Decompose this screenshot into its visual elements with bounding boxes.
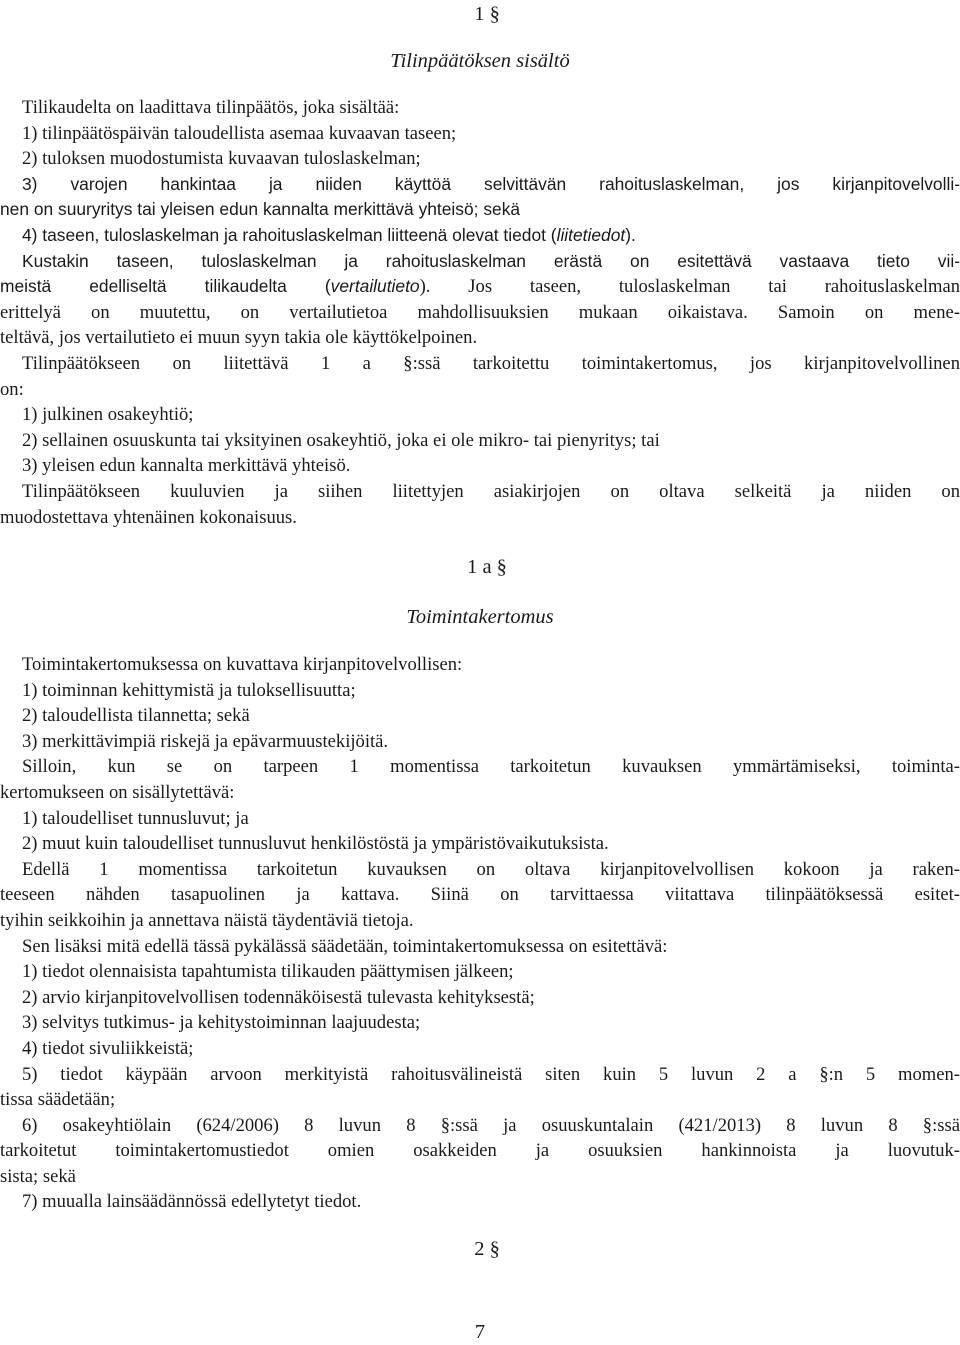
- list-item-continuation: sista; sekä: [0, 1165, 76, 1187]
- paragraph-line: Sen lisäksi mitä edellä tässä pykälässä säädetään, toimintakertomuksessa on esitettävä:: [22, 935, 668, 957]
- list-item-continuation: tissa säädetään;: [0, 1089, 116, 1111]
- list-item: 3) varojen hankintaa ja niiden käyttöä selvittävän rahoituslaskelman, jos kirjanpitovelvolli-: [22, 173, 960, 194]
- list-item: 7) muualla lainsäädännössä edellytetyt tiedot.: [22, 1191, 362, 1213]
- line-text: 4) taseen, tuloslaskelman ja rahoituslaskelman liitteenä olevat tiedot (: [22, 224, 557, 245]
- list-item: 3) merkittävimpiä riskejä ja epävarmuustekijöitä.: [22, 730, 389, 752]
- paragraph-line: muodostettava yhtenäinen kokonaisuus.: [0, 506, 297, 528]
- list-item: 2) taloudellista tilannetta; sekä: [22, 705, 250, 727]
- list-item: 2) muut kuin taloudelliset tunnusluvut henkilöstöstä ja ympäristövaikutuksista.: [22, 833, 609, 855]
- section-title: Toimintakertomus: [406, 606, 554, 628]
- paragraph-line: [0, 274, 960, 300]
- section-number: 1 §: [474, 3, 500, 25]
- paragraph-line: Tilikaudelta on laadittava tilinpäätös, joka sisältää:: [22, 97, 400, 118]
- list-item: 5) tiedot käypään arvoon merkityistä rahoitusvälineistä siten kuin 5 luvun 2 a §:n 5 momen-: [22, 1063, 960, 1085]
- list-item: 1) toiminnan kehittymistä ja tuloksellisuutta;: [22, 679, 356, 701]
- line-text: ).: [625, 224, 636, 245]
- defined-term: liitetiedot: [556, 224, 626, 245]
- paragraph-line: Tilinpäätökseen kuuluvien ja siihen liitettyjen asiakirjojen on oltava selkeitä ja niiden on: [22, 480, 960, 502]
- list-item: 4) tiedot sivuliikkeistä;: [22, 1037, 194, 1059]
- paragraph-line: Toimintakertomuksessa on kuvattava kirjanpitovelvollisen:: [22, 654, 463, 675]
- section-number: 1 a §: [467, 556, 507, 578]
- defined-term: vertailutieto: [330, 276, 420, 297]
- section-number: 2 §: [474, 1238, 500, 1260]
- list-item: 1) taloudelliset tunnusluvut; ja: [22, 807, 249, 829]
- paragraph-line: on:: [0, 378, 24, 400]
- list-item: 2) arvio kirjanpitovelvollisen todennäköisestä tulevasta kehityksestä;: [22, 986, 535, 1008]
- paragraph-line: teeseen nähden tasapuolinen ja kattava. Siinä on tarvittaessa viitattava tilinpäätöksessä esitet-: [0, 884, 960, 906]
- list-item: 3) selvitys tutkimus- ja kehitystoiminnan laajuudesta;: [22, 1012, 421, 1034]
- paragraph-line: Tilinpäätökseen on liitettävä 1 a §:ssä tarkoitettu toimintakertomus, jos kirjanpitovelvollinen: [22, 352, 960, 374]
- list-item: 2) sellainen osuuskunta tai yksityinen osakeyhtiö, joka ei ole mikro- tai pienyritys; tai: [22, 429, 660, 451]
- paragraph-line: kertomukseen on sisällytettävä:: [0, 781, 235, 803]
- paragraph-line: teltävä, jos vertailutieto ei muun syyn takia ole käyttökelpoinen.: [0, 327, 478, 349]
- section-body: [0, 652, 960, 1215]
- line-text: ). Jos taseen, tuloslaskelman tai rahoituslaskelman: [419, 276, 960, 298]
- list-item-continuation: tarkoitetut toimintakertomustiedot omien osakkeiden ja osuuksien hankinnoista ja luovutuk-: [0, 1140, 960, 1162]
- list-item: 3) yleisen edun kannalta merkittävä yhteisö.: [22, 455, 351, 477]
- paragraph-line: Edellä 1 momentissa tarkoitetun kuvauksen on oltava kirjanpitovelvollisen kokoon ja raken-: [22, 858, 960, 880]
- list-item: 6) osakeyhtiölain (624/2006) 8 luvun 8 §:ssä ja osuuskuntalain (421/2013) 8 luvun 8 §:ssä: [22, 1114, 960, 1136]
- list-item: 1) tiedot olennaisista tapahtumista tilikauden päättymisen jälkeen;: [22, 961, 514, 983]
- list-item: 1) julkinen osakeyhtiö;: [22, 404, 194, 426]
- line-text: meistä edelliseltä tilikaudelta (: [0, 276, 331, 297]
- paragraph-line: nen on suuryritys tai yleisen edun kannalta merkittävä yhteisö; sekä: [0, 199, 521, 220]
- section-title: Tilinpäätöksen sisältö: [390, 50, 570, 72]
- list-item: [0, 223, 960, 249]
- list-item: 2) tuloksen muodostumista kuvaavan tuloslaskelman;: [22, 148, 421, 170]
- page-number: 7: [474, 1321, 486, 1343]
- paragraph-line: Silloin, kun se on tarpeen 1 momentissa tarkoitetun kuvauksen ymmärtämiseksi, toiminta-: [22, 756, 960, 778]
- paragraph-line: tyihin seikkoihin ja annettava näistä täydentäviä tietoja.: [0, 909, 414, 931]
- list-item: 1) tilinpäätöspäivän taloudellista asemaa kuvaavan taseen;: [22, 122, 457, 144]
- paragraph-line: erittelyä on muutettu, on vertailutietoa mahdollisuuksien mukaan oikaistava. Samoin on mene-: [0, 301, 960, 323]
- section-body: [0, 95, 960, 530]
- paragraph-line: Kustakin taseen, tuloslaskelman ja rahoituslaskelman erästä on esitettävä vastaava tieto vii-: [22, 250, 960, 271]
